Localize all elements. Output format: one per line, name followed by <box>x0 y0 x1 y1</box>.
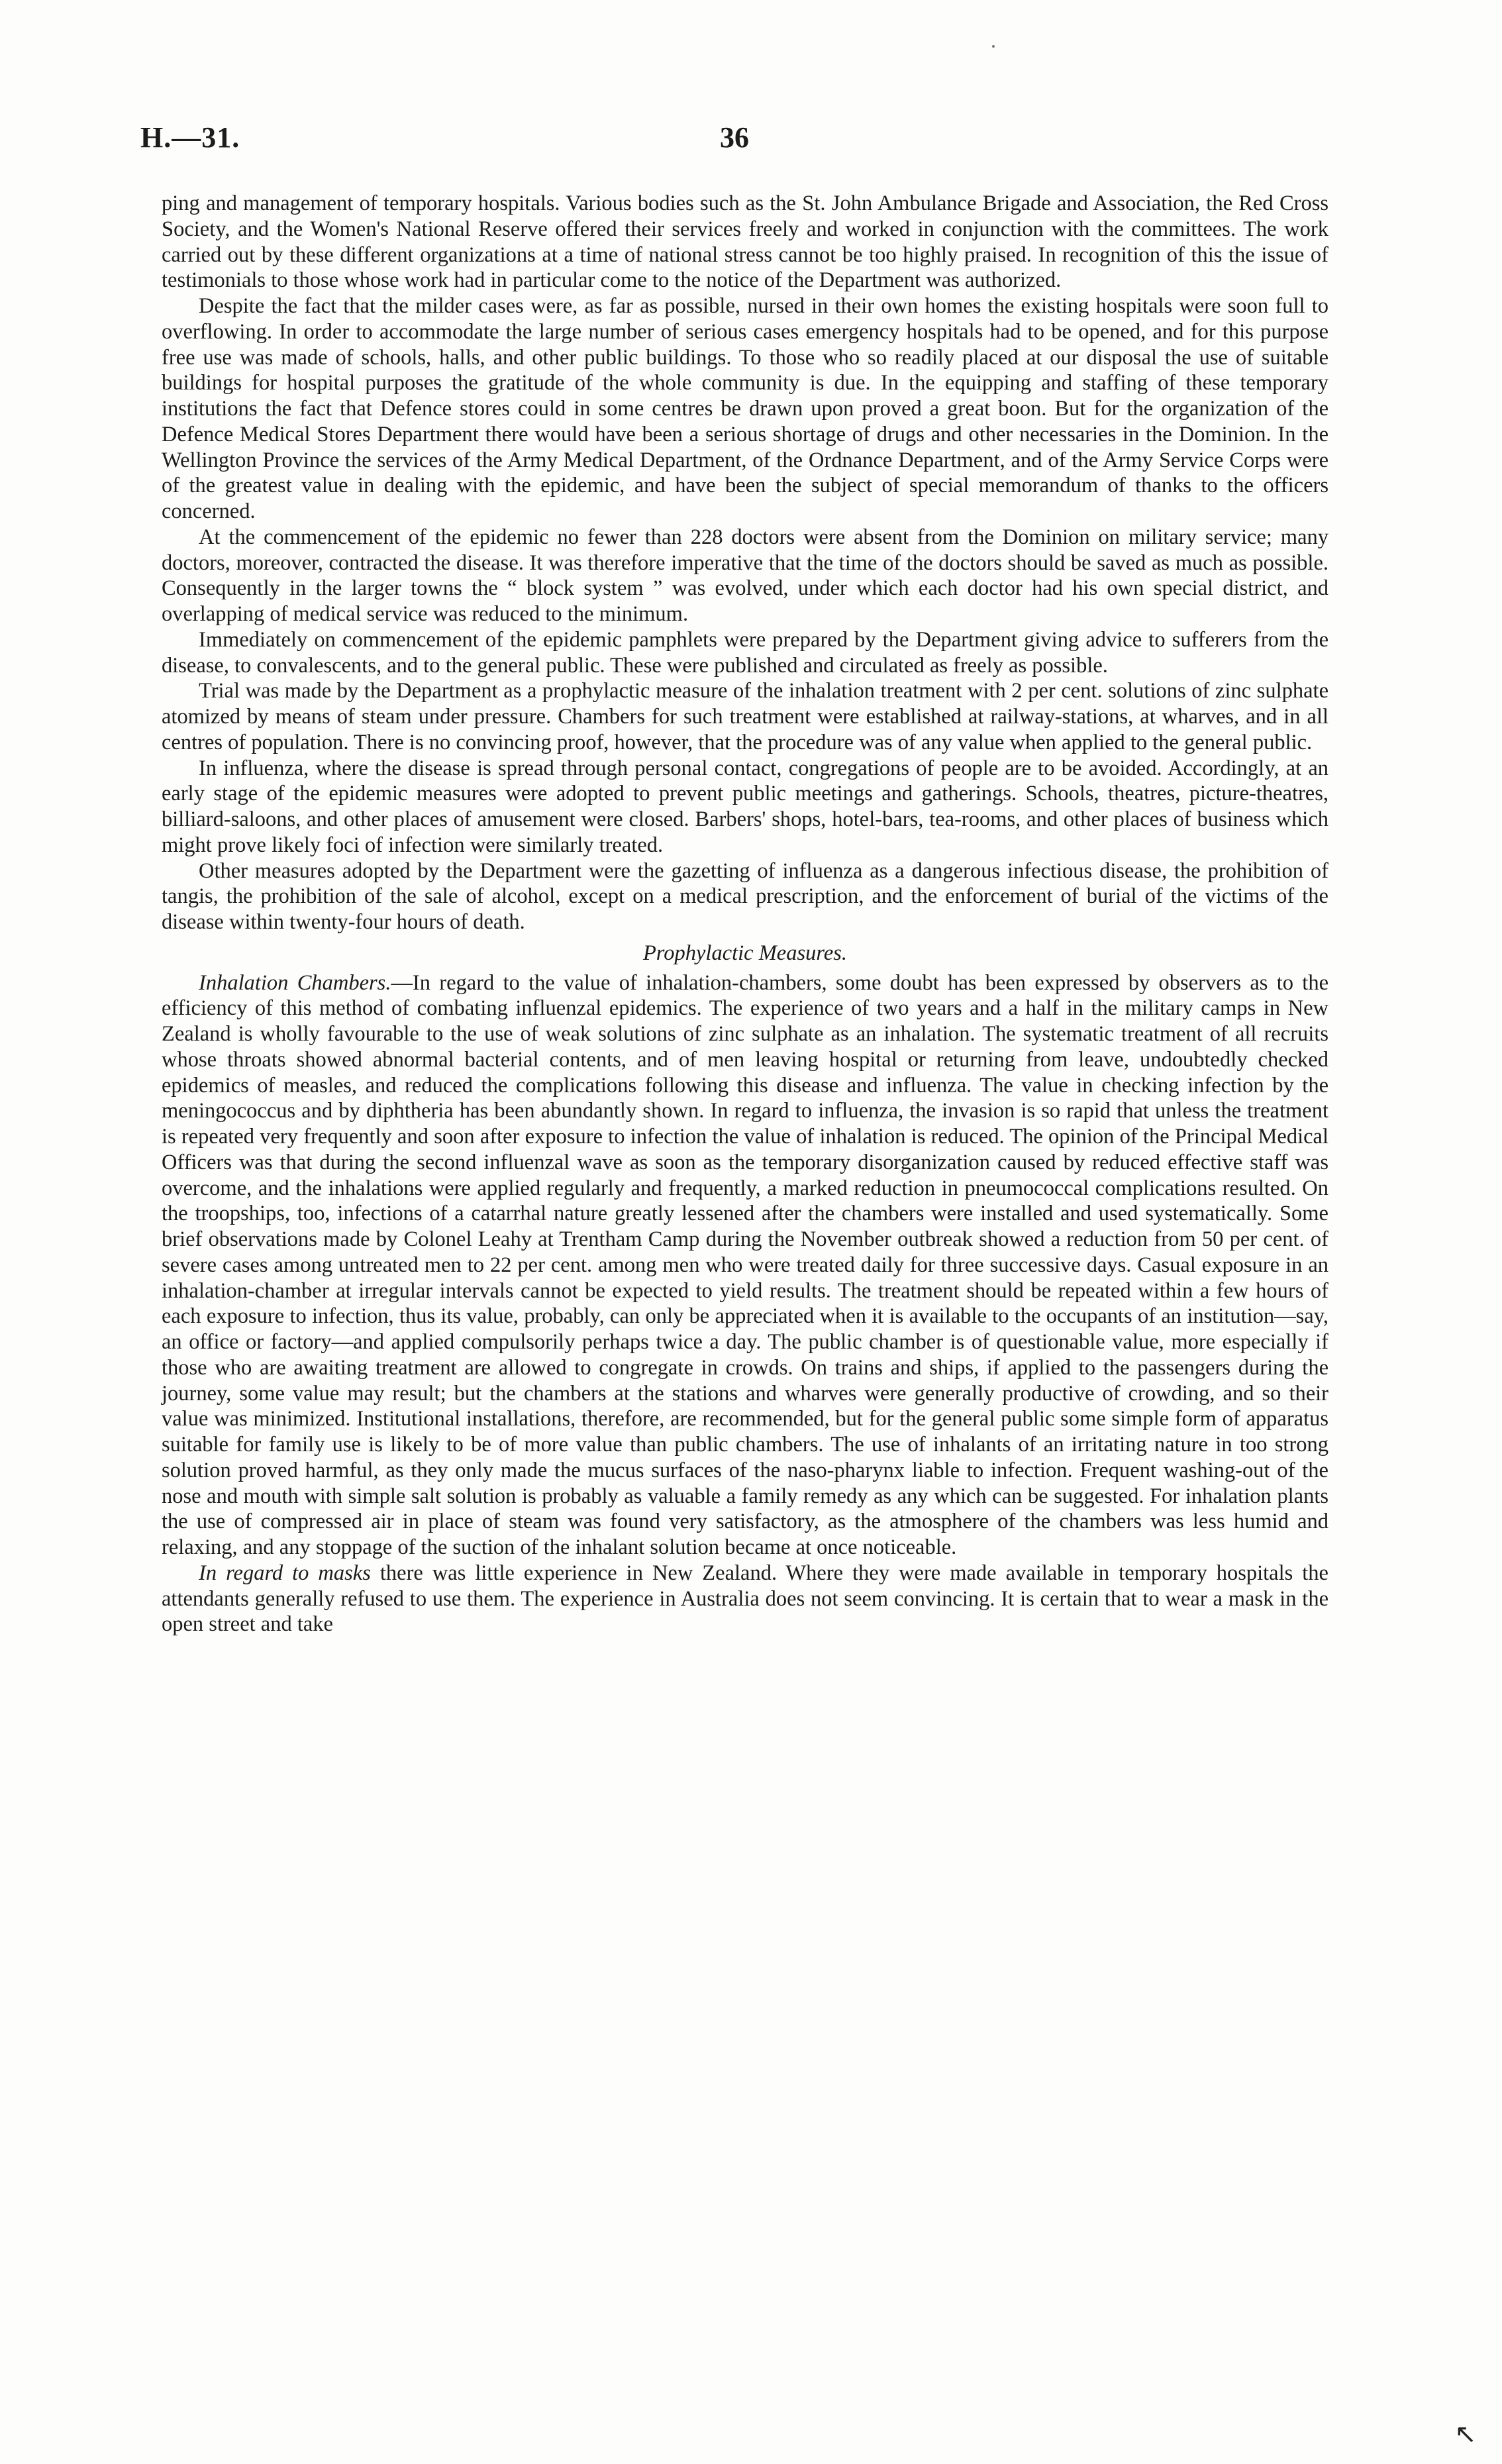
inhalation-text: —In regard to the value of inhalation-chambers, some doubt has been expressed by observers as to the efficiency of this method of combating influenzal epidemics. The experience of two years and a half in the military camps in New Zealand is wholly favourable to the use of weak solutions of zinc sulphate as an inhalation. The systematic treatment of all recruits whose throats showed abnormal bacterial contents, and of men leaving hospital or returning from leave, undoubtedly checked epidemics of measles, and reduced the complications following this disease and influenza. The value in checking infection by the meningococcus and by diphtheria has been abundantly shown. In regard to influenza, the invasion is so rapid that unless the treatment is repeated very frequently and soon after exposure to infection the value of inhalation is reduced. The opinion of the Principal Medical Officers was that during the second influenzal wave as soon as the temporary disorganization caused by reduced effective staff was overcome, and the inhalations were applied regularly and frequently, a marked reduction in pneumococcal complications resulted. On the troopships, too, infections of a catarrhal nature greatly lessened after the chambers were installed and used systematically. Some brief observations made by Colonel Leahy at Trentham Camp during the November outbreak showed a reduction from 50 per cent. of severe cases among untreated men to 22 per cent. among men who were treated daily for three successive days. Casual exposure in an inhalation-chamber at irregular intervals cannot be expected to yield results. The treatment should be repeated within a few hours of each exposure to infection, thus its value, probably, can only be appreciated when it is available to the occupants of an institution—say, an office or factory—and applied compulsorily perhaps twice a day. The public chamber is of questionable value, more especially if those who are awaiting treatment are allowed to congregate in crowds. On trains and ships, if applied to the passengers during the journey, some value may result; but the chambers at the stations and wharves were generally productive of crowding, and so their value was minimized. Institutional installations, therefore, are recommended, but for the general public some simple form of apparatus suitable for family use is likely to be of more value than public chambers. The use of inhalants of an irritating nature in too strong solution proved harmful, as they only made the mucus surfaces of the naso-pharynx liable to infection. Frequent washing-out of the nose and mouth with simple salt solution is probably as valuable a family remedy as any which can be suggested. For inhalation plants the use of compressed air in place of steam was found very satisfactory, as the atmosphere of the chambers was less humid and relaxing, and any stoppage of the suction of the inhalant solution became at once noticeable. <box>162 970 1329 1559</box>
page-header <box>140 121 1328 160</box>
paragraph-pamphlets: Immediately on commencement of the epidemic pamphlets were prepared by the Department giving advice to sufferers from the disease, to convalescents, and to the general public. These were published and circulated as freely as possible. <box>162 627 1328 678</box>
paragraph-inhalation-chambers <box>162 970 1328 1561</box>
paragraph-emergency-hospitals: Despite the fact that the milder cases were, as far as possible, nursed in their own homes the existing hospitals were soon full to overflowing. In order to accommodate the large number of serious cases emergency hospitals had to be opened, and for this purpose free use was made of schools, halls, and other public buildings. To those who so readily placed at our disposal the use of suitable buildings for hospital purposes the gratitude of the whole community is due. In the equipping and staffing of these temporary institutions the fact that Defence stores could in some centres be drawn upon proved a great boon. But for the organization of the Defence Medical Stores Department there would have been a serious shortage of drugs and other necessaries in the Dominion. In the Wellington Province the services of the Army Medical Department, of the Ordnance Department, and of the Army Service Corps were of the greatest value in dealing with the epidemic, and have been the subject of special memorandum of thanks to the officers concerned. <box>162 294 1328 523</box>
page-number: 36 <box>720 121 749 154</box>
paragraph-gatherings: In influenza, where the disease is spread through personal contact, congregations of people are to be avoided. Accordingly, at an early stage of the epidemic measures were adopted to prevent public meetings and gatherings. Schools, theatres, picture-theatres, billiard-saloons, and other places of amusement were closed. Barbers' shops, hotel-bars, tea-rooms, and other places of business which might prove likely foci of infection were similarly treated. <box>162 756 1328 857</box>
scan-speck <box>992 45 995 48</box>
section-heading: Prophylactic Measures. <box>642 941 848 965</box>
inhalation-lead: Inhalation Chambers. <box>199 970 391 995</box>
paragraph-block-system: At the commencement of the epidemic no fewer than 228 doctors were absent from the Dominion on military service; many doctors, moreover, contracted the disease. It was therefore imperative that the time of the doctors should be saved as much as possible. Consequently in the larger towns the “ block system ” was evolved, under which each doctor had his own special district, and overlapping of medical service was reduced to the minimum. <box>162 525 1328 626</box>
masks-text: there was little experience in New Zealand. Where they were made available in temporary hospitals the attendants generally refused to use them. The experience in Australia does not seem convincing. It is certain that to wear a mask in the open street and take <box>162 1561 1328 1637</box>
paragraph-continuation: ping and management of temporary hospitals. Various bodies such as the St. John Ambulance Brigade and Association, the Red Cross Society, and the Women's National Reserve offered their services freely and worked in conjunction with the committees. The work carried out by these different organizations at a time of national stress cannot be too highly praised. In recognition of this the issue of testimonials to those whose work had in particular come to the notice of the Department was authorized. <box>162 191 1328 293</box>
masks-lead: In regard to masks <box>199 1561 371 1585</box>
paragraph-masks <box>162 1561 1328 1637</box>
body-text <box>162 191 1328 1637</box>
corner-arrow-mark: ↖ <box>1454 2419 1477 2449</box>
paragraph-other-measures: Other measures adopted by the Department were the gazetting of influenza as a dangerous infectious disease, the prohibition of tangis, the prohibition of the sale of alcohol, except on a medical prescription, and the enforcement of burial of the victims of the disease within twenty-four hours of death. <box>162 858 1328 934</box>
paragraph-inhalation-trial: Trial was made by the Department as a prophylactic measure of the inhalation treatment with 2 per cent. solutions of zinc sulphate atomized by means of steam under pressure. Chambers for such treatment were established at railway-stations, at wharves, and in all centres of population. There is no convincing proof, however, that the procedure was of any value when applied to the general public. <box>162 679 1328 754</box>
document-reference: H.—31. <box>140 121 240 154</box>
